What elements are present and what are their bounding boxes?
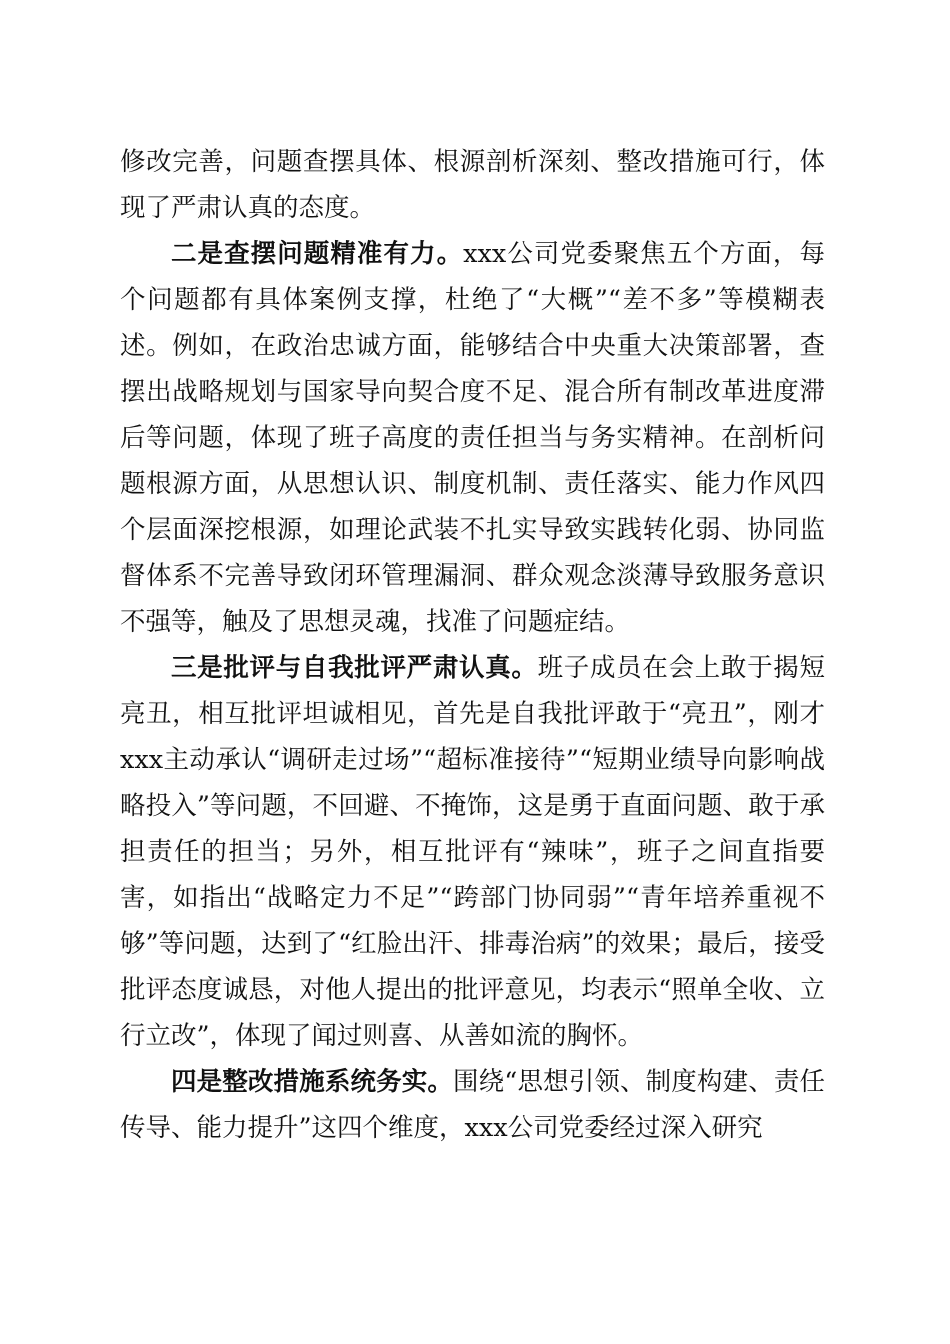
document-page	[120, 139, 825, 1151]
paragraph-text: 班子成员在会上敢于揭短亮丑，相互批评坦诚相见，首先是自我批评敢于“亮丑”，刚才xxx主动承认“调研走过场”“超标准接待”“短期业绩导向影响战略投入”等问题，不回避、不掩饰，这是勇于直面问题、敢于承担责任的担当；另外，相互批评有“辣味”，班子之间直指要害，如指出“战略定力不足”“跨部门协同弱”“青年培养重视不够”等问题，达到了“红脸出汗、排毒治病”的效果；最后，接受批评态度诚恳，对他人提出的批评意见，均表示“照单全收、立行立改”，体现了闻过则喜、从善如流的胸怀。	[120, 653, 825, 1051]
paragraph-lead: 三是批评与自我批评严肃认真。	[171, 653, 538, 683]
paragraph-text: 围绕“思想引领、制度构建、责任传导、能力提升”这四个维度，xxx公司党委经过深入研究	[120, 1067, 825, 1143]
paragraph-point-3	[120, 645, 825, 1059]
paragraph-point-2	[120, 231, 825, 645]
paragraph-lead: 二是查摆问题精准有力。	[171, 239, 464, 269]
paragraph-continuation	[120, 139, 825, 231]
paragraph-lead: 四是整改措施系统务实。	[171, 1067, 454, 1097]
paragraph-text: xxx公司党委聚焦五个方面，每个问题都有具体案例支撑，杜绝了“大概”“差不多”等模糊表述。例如，在政治忠诚方面，能够结合中央重大决策部署，查摆出战略规划与国家导向契合度不足、混合所有制改革进度滞后等问题，体现了班子高度的责任担当与务实精神。在剖析问题根源方面，从思想认识、制度机制、责任落实、能力作风四个层面深挖根源，如理论武装不扎实导致实践转化弱、协同监督体系不完善导致闭环管理漏洞、群众观念淡薄导致服务意识不强等，触及了思想灵魂，找准了问题症结。	[120, 239, 825, 637]
paragraph-text: 修改完善，问题查摆具体、根源剖析深刻、整改措施可行，体现了严肃认真的态度。	[120, 147, 825, 223]
paragraph-point-4	[120, 1059, 825, 1151]
